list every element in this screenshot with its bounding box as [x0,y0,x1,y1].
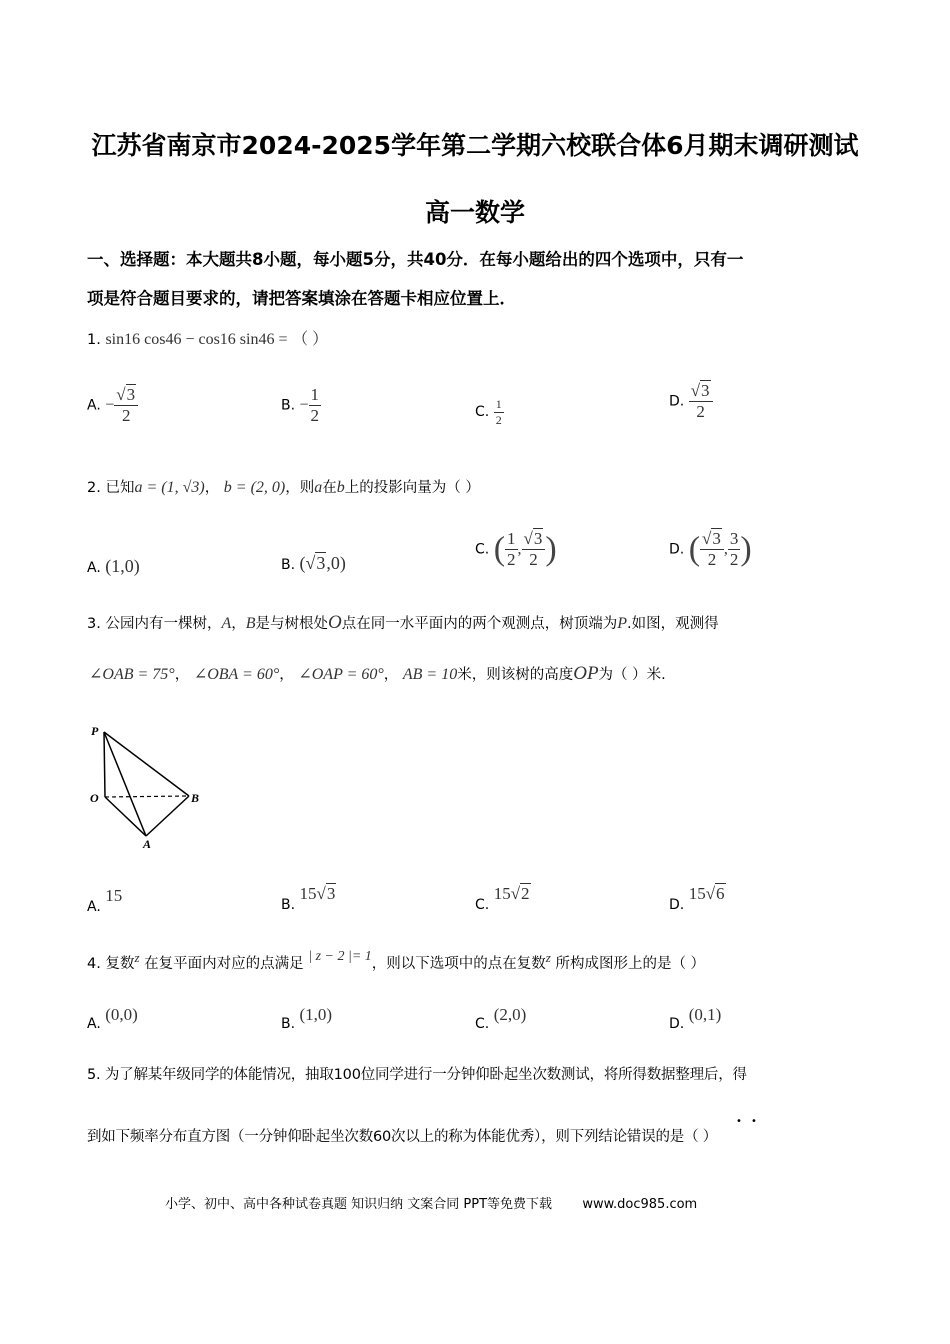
figure-label-p: P [91,724,99,738]
page-footer [165,1193,697,1212]
question-3-line2: ∠OAB = 75°， ∠OBA = 60°， ∠OAP = 60°， AB = 10米，则该树的高度OP为（ ）米. [89,663,666,684]
footer-link[interactable]: www.doc985.com [582,1197,698,1212]
q1-option-b[interactable]: B. − $\frac{1}{2}$ [281,385,320,425]
q1-tail: （ ） [292,331,329,348]
q3-option-c[interactable]: C. 15√2 [475,884,530,913]
question-4: 4. 复数z 在复平面内对应的点满足 | z − 2 |= 1，则以下选项中的点在复数z 所构成图形上的是（ ） [87,949,706,972]
edge-ob-dashed [105,796,189,797]
figure-label-b: B [191,791,200,805]
question-5-line2: 到如下频率分布直方图（一分钟仰卧起坐次数60次以上的称为体能优秀），则下列结论错误的是（ ） [87,1129,718,1145]
q3-option-a[interactable]: A. 15 [87,886,123,915]
q2-option-b[interactable]: B. (√3,0) [281,553,346,573]
edge-oa [105,797,146,836]
q3-option-d[interactable]: D. 15√6 [669,884,725,913]
section-header-line2: 项是符合题目要求的，请把答案填涂在答题卡相应位置上． [87,289,516,308]
q1-number: 1. [87,332,101,348]
q1-option-c[interactable]: C. $\frac{1}{2}$ [475,397,502,427]
q4-option-b[interactable]: B. (1,0) [281,1005,333,1032]
figure-label-o: O [90,791,99,805]
q1-option-a[interactable]: A. − $\frac{√3}{2}$ [87,386,138,425]
question-2: 2. 已知a = (1, √3)， b = (2, 0)，则a在b上的投影向量为（ ） [87,479,480,496]
question-1 [87,326,328,349]
q3-pyramid-figure [85,718,215,853]
emphasis-dot: • [751,1116,757,1127]
page-subtitle: 高一数学 [424,198,525,227]
q3-given-3: ∠OAP = 60° [298,666,384,683]
q4-condition: | z − 2 |= 1 [308,949,372,964]
q3-given-4: AB = 10 [402,666,458,683]
edge-po [104,732,105,797]
q1-option-d[interactable]: D. $\frac{√3}{2}$ [669,382,713,421]
emphasis-dot: • [736,1116,742,1127]
q3-option-b[interactable]: B. 15√3 [281,884,336,913]
section-header-line1: 一、选择题：本大题共8小题，每小题5分，共40分．在每小题给出的四个选项中，只有一 [87,250,744,269]
question-5-line1: 5. 为了解某年级同学的体能情况，抽取100位同学进行一分钟仰卧起坐次数测试，将所得数据整理后，得 [87,1067,747,1083]
q3-given-1: ∠OAB = 75° [89,666,175,683]
question-3-line1: 3. 公园内有一棵树，A，B是与树根处O点在同一水平面内的两个观测点，树顶端为P.如图，观测得 [87,612,719,633]
q2-option-a[interactable]: A. (1,0) [87,556,140,576]
q2-option-d[interactable]: D. ( $\frac{√3}{2}$ , $\frac{3}{2}$ ) [669,529,752,569]
q4-option-d[interactable]: D. (0,1) [669,1005,722,1032]
q4-option-a[interactable]: A. (0,0) [87,1005,138,1032]
q1-expression: sin16 cos46 − cos16 sin46 = [105,331,288,348]
q2-option-c[interactable]: C. ( $\frac{1}{2}$ , $\frac{√3}{2}$ ) [475,529,557,569]
q2-vector-a-def: a = (1, √3) [134,479,205,496]
figure-label-a: A [143,837,152,851]
q2-vector-b-def: b = (2, 0) [223,479,286,496]
q4-option-c[interactable]: C. (2,0) [475,1005,527,1032]
page-title: 江苏省南京市2024-2025学年第二学期六校联合体6月期末调研测试 [91,131,859,160]
footer-text: 小学、初中、高中各种试卷真题 知识归纳 文案合同 PPT等免费下载 [165,1197,553,1212]
q3-given-2: ∠OBA = 60° [193,666,280,683]
edge-ab [146,796,189,836]
